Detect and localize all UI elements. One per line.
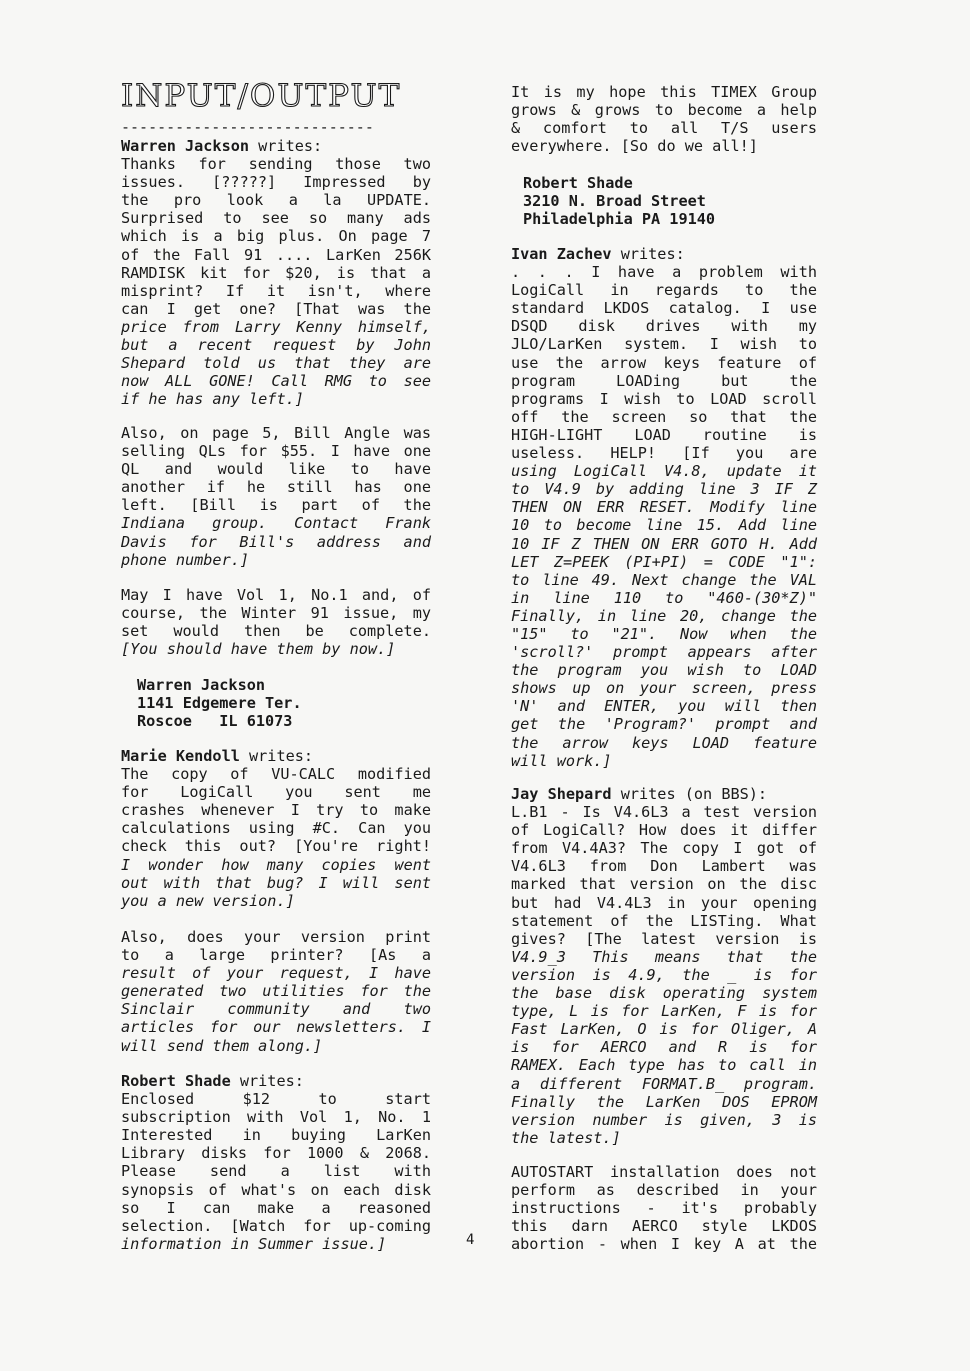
text-line: but had V4.4L3 in your opening — [511, 893, 817, 912]
text-line: Also, does your version print — [121, 928, 431, 946]
editor-note-line: a different FORMAT.B_ program. — [511, 1074, 817, 1093]
text-line: QL and would like to have — [121, 460, 431, 479]
author-name: Warren Jackson — [121, 137, 250, 155]
text-line: the pro look a la UPDATE. — [121, 191, 431, 210]
editor-note-line: price from Larry Kenny himself, — [121, 317, 431, 336]
text-line: The copy of VU-CALC modified — [121, 765, 431, 784]
text-line: & comfort to all T/S users — [511, 119, 817, 138]
editor-note-line: [You should have them by now.] — [121, 640, 396, 659]
author-name: Jay Shepard — [511, 785, 612, 803]
text-line: V4.6L3 from Don Lambert was — [511, 857, 817, 876]
writes-label: writes (on BBS): — [611, 785, 768, 803]
editor-note-line: Sinclair community and two — [121, 1000, 431, 1019]
text-line: course, the Winter 91 issue, my — [121, 604, 431, 623]
page-number: 4 — [466, 1232, 475, 1248]
author-name: Ivan Zachev — [511, 245, 612, 263]
text-line: Interested in buying LarKen — [121, 1126, 431, 1145]
text-line: crashes whenever I try to make — [121, 801, 431, 820]
editor-note-line: LET Z=PEEK (PI+PI) = CODE "1": — [511, 552, 817, 571]
editor-note-line: get the 'Program?' prompt and — [511, 715, 817, 734]
text-line: Enclosed $12 to start — [121, 1090, 431, 1109]
text-line: Library disks for 1000 & 2068. — [121, 1144, 431, 1163]
text-line: Also, on page 5, Bill Angle was — [121, 424, 431, 442]
text-line: abortion - when I key A at the — [511, 1235, 817, 1254]
editor-note-line: 'scroll?' prompt appears after — [511, 643, 817, 662]
author-name: Robert Shade — [121, 1072, 231, 1090]
text-line: statement of the LISTing. What — [511, 911, 817, 930]
text-line: issues. [?????] Impressed by — [121, 173, 431, 192]
text-line: standard LKDOS catalog. I use — [511, 299, 817, 318]
text-line: from V4.4A3? The copy I got of — [511, 839, 817, 858]
text-line: It is my hope this TIMEX Group — [511, 83, 817, 101]
mailing-address — [137, 676, 302, 730]
text-line: of the Fall 91 .... LarKen 256K — [121, 245, 431, 264]
letter-robert-shade — [121, 1072, 431, 1253]
text-line: calculations using #C. Can you — [121, 819, 431, 838]
text-line: selection. [Watch for up-coming — [121, 1216, 431, 1235]
text-line: set would then be complete. — [121, 622, 431, 641]
writes-label: writes: — [230, 1072, 304, 1090]
text-line: useless. HELP! [If you are — [511, 444, 817, 463]
editor-note-line: Finally the LarKen DOS EPROM — [511, 1092, 817, 1111]
editor-note-line: generated two utilities for the — [121, 982, 431, 1001]
text-line: HIGH-LIGHT LOAD routine is — [511, 425, 817, 444]
editor-note-line: information in Summer issue.] — [121, 1234, 387, 1253]
editor-note-line: now ALL GONE! Call RMG to see — [121, 372, 431, 391]
text-line: gives? [The latest version is — [511, 929, 817, 948]
text-line: for LogiCall you sent me — [121, 783, 431, 802]
text-line: Surprised to see so many ads — [121, 209, 431, 228]
editor-note-line: the base disk operating system — [511, 984, 817, 1003]
text-line: . . . I have a problem with — [511, 263, 817, 282]
editor-note-line: version is 4.9, the _ is for — [511, 965, 817, 984]
text-line: marked that version on the disc — [511, 875, 817, 894]
text-line: another if he still has one — [121, 478, 431, 497]
text-line: use the arrow keys feature of — [511, 353, 817, 372]
text-line: off the screen so that the — [511, 407, 817, 426]
text-line: JLO/LarKen system. I wish to — [511, 335, 817, 354]
editor-note-line: out with that bug? I will sent — [121, 873, 431, 892]
text-line: grows & grows to become a help — [511, 101, 817, 120]
editor-note-line: 10 IF Z THEN ON ERR GOTO H. Add — [511, 534, 817, 553]
text-line: to a large printer? [As a — [121, 946, 431, 965]
text-line: can I get one? [That was the — [121, 299, 431, 318]
text-line: Please send a list with — [121, 1162, 431, 1181]
text-line: May I have Vol 1, No.1 and, of — [121, 586, 431, 604]
letter-paragraph — [511, 1163, 817, 1253]
author-name: Marie Kendoll — [121, 747, 240, 765]
editor-note-line: V4.9_3 This means that the — [511, 947, 817, 966]
address-line: Roscoe IL 61073 — [137, 712, 293, 731]
editor-note-line: but a recent request by John — [121, 336, 431, 355]
text-line: RAMDISK kit for $20, is that a — [121, 263, 431, 282]
letter-heading — [511, 245, 817, 263]
editor-note-line: you a new version.] — [121, 891, 295, 910]
text-line: which is a big plus. On page 7 — [121, 227, 431, 246]
letter-heading — [121, 1072, 431, 1090]
editor-note-line: to V4.9 by adding line 3 IF Z — [511, 480, 817, 499]
writes-label: writes: — [239, 747, 314, 765]
letter-paragraph — [121, 928, 431, 1055]
editor-note-line: the latest.] — [511, 1128, 621, 1147]
address-line: Robert Shade — [523, 174, 633, 192]
text-line: Thanks for sending those two — [121, 155, 431, 174]
text-line: left. [Bill is part of the — [121, 496, 431, 515]
masthead-title: INPUT/OUTPUT — [121, 78, 402, 114]
text-line: everywhere. [So do we all!] — [511, 137, 758, 156]
editor-note-line: THEN ON ERR RESET. Modify line — [511, 498, 817, 517]
text-line: subscription with Vol 1, No. 1 — [121, 1108, 431, 1127]
editor-note-line: to line 49. Next change the VAL — [511, 570, 817, 589]
title-rule: ---------------------------- — [121, 118, 374, 136]
editor-note-line: the arrow keys LOAD feature — [511, 733, 817, 752]
editor-note-line: will send them along.] — [121, 1036, 323, 1055]
editor-note-line: articles for our newsletters. I — [121, 1018, 431, 1037]
editor-note-line: type, L is for LarKen, F is for — [511, 1002, 817, 1021]
text-line: this darn AERCO style LKDOS — [511, 1217, 817, 1236]
letter-marie-kendoll — [121, 747, 431, 910]
letter-paragraph — [121, 586, 431, 658]
text-line: L.B1 - Is V4.6L3 a test version — [511, 803, 817, 822]
letter-ivan-zachev — [511, 245, 817, 770]
mailing-address — [523, 174, 715, 228]
text-line: misprint? If it isn't, where — [121, 281, 431, 300]
text-line: program LOADing but the — [511, 371, 817, 390]
editor-note-line: "15" to "21". Now when the — [511, 624, 817, 643]
text-line: LogiCall in regards to the — [511, 281, 817, 300]
writes-label: writes: — [611, 245, 685, 263]
letter-paragraph — [121, 424, 431, 569]
editor-note-line: shows up on your screen, press — [511, 679, 817, 698]
editor-note-line: if he has any left.] — [121, 390, 304, 409]
editor-note-line: 'N' and ENTER, you will then — [511, 697, 817, 716]
letter-heading — [121, 747, 431, 765]
letter-jay-shepard — [511, 785, 817, 1147]
editor-note-line: I wonder how many copies went — [121, 855, 431, 874]
editor-note-line: result of your request, I have — [121, 964, 431, 983]
editor-note-line: Davis for Bill's address and — [121, 532, 431, 551]
text-line: DSQD disk drives with my — [511, 317, 817, 336]
address-line: Warren Jackson — [137, 676, 266, 694]
text-line: synopsis of what's on each disk — [121, 1180, 431, 1199]
writes-label: writes: — [249, 137, 323, 155]
address-line: 3210 N. Broad Street — [523, 192, 706, 211]
text-line: so I can make a reasoned — [121, 1198, 431, 1217]
editor-note-line: will work.] — [511, 751, 612, 770]
editor-note-line: 10 to become line 15. Add line — [511, 516, 817, 535]
editor-note-line: RAMEX. Each type has to call in — [511, 1056, 817, 1075]
letter-heading — [511, 785, 817, 803]
editor-note-line: Finally, in line 20, change the — [511, 606, 817, 625]
text-line: programs I wish to LOAD scroll — [511, 389, 817, 408]
editor-note-line: Shepard told us that they are — [121, 354, 431, 373]
text-line: perform as described in your — [511, 1181, 817, 1200]
editor-note-line: is for AERCO and R is for — [511, 1038, 817, 1057]
letter-warren-jackson — [121, 137, 431, 408]
text-line: check this out? [You're right! — [121, 837, 431, 856]
text-line: AUTOSTART installation does not — [511, 1163, 817, 1181]
editor-note-line: phone number.] — [121, 550, 250, 569]
address-line: Philadelphia PA 19140 — [523, 210, 716, 229]
letter-heading — [121, 137, 431, 155]
address-line: 1141 Edgemere Ter. — [137, 694, 302, 713]
editor-note-line: using LogiCall V4.8, update it — [511, 462, 817, 481]
text-line: instructions - it's probably — [511, 1199, 817, 1218]
editor-note-line: the program you wish to LOAD — [511, 661, 817, 680]
text-line: of LogiCall? How does it differ — [511, 821, 817, 840]
editor-note-line: Fast LarKen, O is for Oliger, A — [511, 1020, 817, 1039]
editor-note-line: version number is given, 3 is — [511, 1110, 817, 1129]
editor-note-line: Indiana group. Contact Frank — [121, 514, 431, 533]
editor-note-line: in line 110 to "460-(30*Z)" — [511, 588, 817, 607]
letter-continuation — [511, 83, 817, 155]
text-line: selling QLs for $55. I have one — [121, 442, 431, 461]
